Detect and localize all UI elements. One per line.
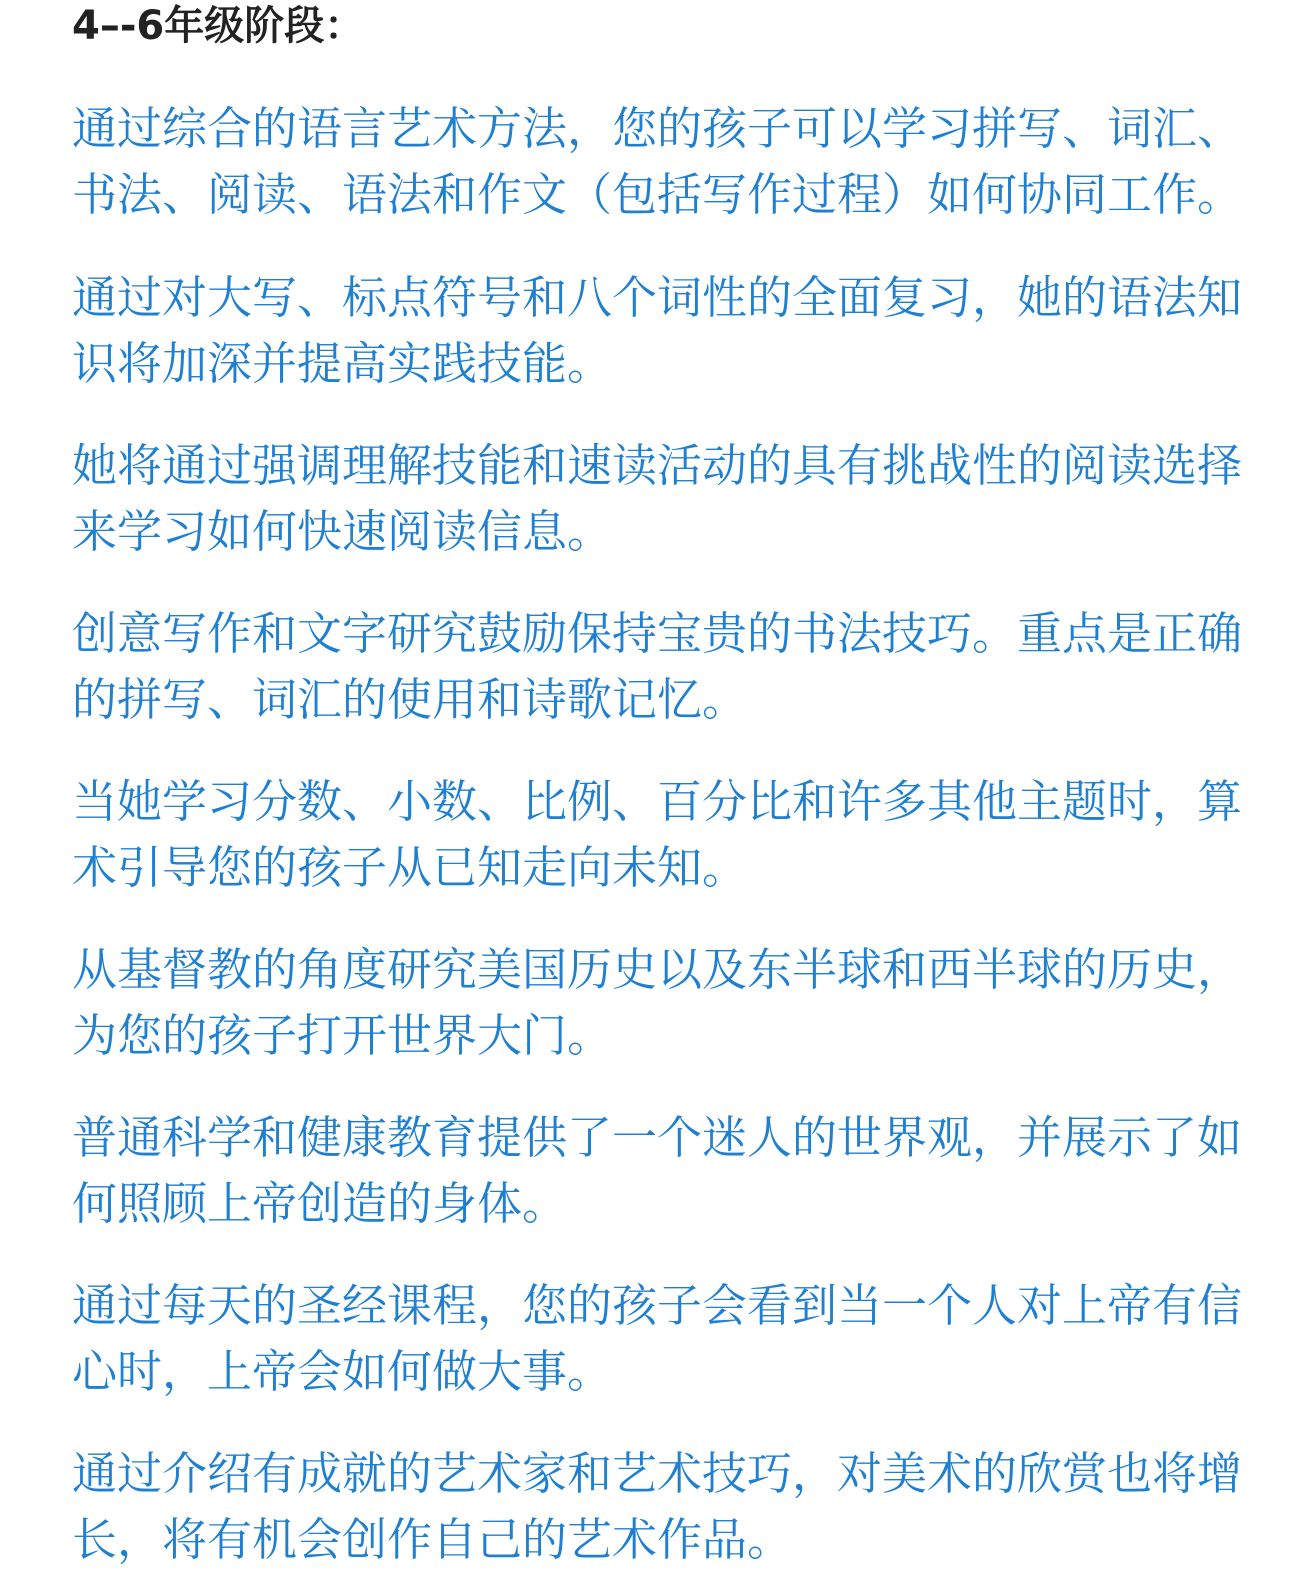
paragraph-art: 通过介绍有成就的艺术家和艺术技巧，对美术的欣赏也将增长，将有机会创作自己的艺术作品。	[72, 1447, 1243, 1566]
paragraph-writing: 创意写作和文字研究鼓励保持宝贵的书法技巧。重点是正确的拼写、词汇的使用和诗歌记忆。	[72, 607, 1243, 726]
section-heading: 4–-6年级阶段：	[72, 3, 365, 49]
paragraph-grammar: 通过对大写、标点符号和八个词性的全面复习，她的语法知识将加深并提高实践技能。	[72, 271, 1243, 390]
paragraph-bible: 通过每天的圣经课程，您的孩子会看到当一个人对上帝有信心时，上帝会如何做大事。	[72, 1279, 1243, 1398]
paragraph-language-arts: 通过综合的语言艺术方法，您的孩子可以学习拼写、词汇、书法、阅读、语法和作文（包括写作过程）如何协同工作。	[72, 102, 1243, 221]
paragraph-science-health: 普通科学和健康教育提供了一个迷人的世界观，并展示了如何照顾上帝创造的身体。	[72, 1111, 1243, 1230]
paragraph-reading: 她将通过强调理解技能和速读活动的具有挑战性的阅读选择来学习如何快速阅读信息。	[72, 439, 1243, 558]
paragraph-arithmetic: 当她学习分数、小数、比例、百分比和许多其他主题时，算术引导您的孩子从已知走向未知。	[72, 775, 1243, 894]
paragraph-history: 从基督教的角度研究美国历史以及东半球和西半球的历史，为您的孩子打开世界大门。	[72, 943, 1243, 1062]
